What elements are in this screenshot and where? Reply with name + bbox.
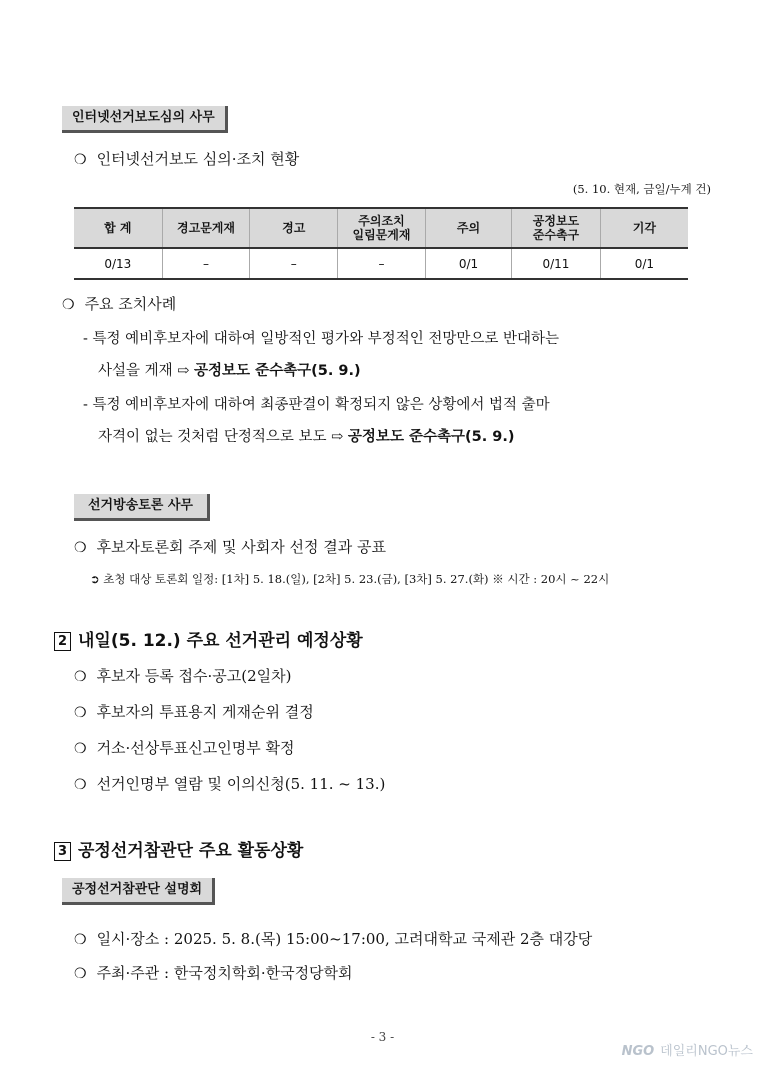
case2-line1: - 특정 예비후보자에 대하여 최종판결이 확정되지 않은 상황에서 법적 출마 <box>83 397 550 413</box>
bullet-ring-icon: ❍ <box>74 540 87 556</box>
bullet-ring-icon: ❍ <box>62 297 75 313</box>
table-header-cell: 주의조치 일림문게재 <box>338 208 426 248</box>
page-number: - 3 - <box>370 1030 395 1044</box>
table-header-cell: 기각 <box>600 208 688 248</box>
table-header-cell: 합 계 <box>74 208 162 248</box>
case2-line2: 자격이 없는 것처럼 단정적으로 보도 ⇨ 공정보도 준수촉구(5. 9.) <box>98 429 515 445</box>
section2-number: 2 <box>54 632 71 651</box>
list-item: ❍ 선거인명부 열람 및 이의신청(5. 11. ~ 13.) <box>74 775 386 793</box>
bullet-ring-icon: ❍ <box>74 966 87 982</box>
case1-line1: - 특정 예비후보자에 대하여 일방적인 평가와 부정적인 전망만으로 반대하는 <box>83 331 559 347</box>
ngo-logo-icon: NGO <box>621 1044 655 1059</box>
table-cell: – <box>338 248 426 279</box>
case1-line2: 사설을 게재 ⇨ 공정보도 준수촉구(5. 9.) <box>98 363 361 379</box>
table-cell: – <box>162 248 250 279</box>
bullet-ring-icon: ❍ <box>74 152 87 168</box>
as-of-note: (5. 10. 현재, 금일/누계 건) <box>572 182 711 196</box>
bullet-ring-icon: ❍ <box>74 932 87 948</box>
case1-result: 공정보도 준수촉구(5. 9.) <box>194 363 361 379</box>
bullet-ring-icon: ❍ <box>74 777 87 793</box>
table-header-cell: 주의 <box>425 208 511 248</box>
section2-title: 2 내일(5. 12.) 주요 선거관리 예정상황 <box>54 626 363 651</box>
table-cell: 0/1 <box>600 248 688 279</box>
internet-status-item: ❍ 인터넷선거보도 심의·조치 현황 <box>74 150 300 168</box>
list-item: ❍ 주최·주관 : 한국정치학회·한국정당학회 <box>74 964 353 982</box>
table-header-cell: 경고 <box>250 208 338 248</box>
observer-briefing-label: 공정선거참관단 설명회 <box>62 878 215 905</box>
table-cell: – <box>250 248 338 279</box>
table-header-cell: 경고문게재 <box>162 208 250 248</box>
watermark: NGO 데일리NGO뉴스 <box>621 1044 753 1059</box>
internet-review-label: 인터넷선거보도심의 사무 <box>62 106 228 133</box>
status-table-header <box>74 208 688 248</box>
status-table <box>74 207 688 280</box>
list-item: ❍ 일시·장소 : 2025. 5. 8.(목) 15:00~17:00, 고려대학교 국제관 2층 대강당 <box>74 930 593 948</box>
list-item: ❍ 후보자의 투표용지 게재순위 결정 <box>74 703 314 721</box>
debate-schedule-note: ➲ 초청 대상 토론회 일정: [1차] 5. 18.(일), [2차] 5. 23.(금), [3차] 5. 27.(화) ※ 시간 : 20시 ~ 22시 <box>90 572 610 586</box>
table-cell: 0/13 <box>74 248 162 279</box>
bullet-ring-icon: ❍ <box>74 669 87 685</box>
bullet-ring-icon: ❍ <box>74 741 87 757</box>
table-cell: 0/11 <box>512 248 601 279</box>
section3-number: 3 <box>54 842 71 861</box>
debate-topic-item: ❍ 후보자토론회 주제 및 사회자 선정 결과 공표 <box>74 538 386 556</box>
list-item: ❍ 후보자 등록 접수·공고(2일차) <box>74 667 292 685</box>
section3-title: 3 공정선거참관단 주요 활동상황 <box>54 836 303 861</box>
bullet-ring-icon: ❍ <box>74 705 87 721</box>
debate-label: 선거방송토론 사무 <box>74 494 210 521</box>
table-header-cell: 공정보도 준수촉구 <box>512 208 601 248</box>
table-cell: 0/1 <box>425 248 511 279</box>
list-item: ❍ 거소·선상투표신고인명부 확정 <box>74 739 295 757</box>
case2-result: 공정보도 준수촉구(5. 9.) <box>347 429 515 445</box>
table-row <box>74 248 688 279</box>
main-cases-item: ❍ 주요 조치사례 <box>62 295 177 313</box>
